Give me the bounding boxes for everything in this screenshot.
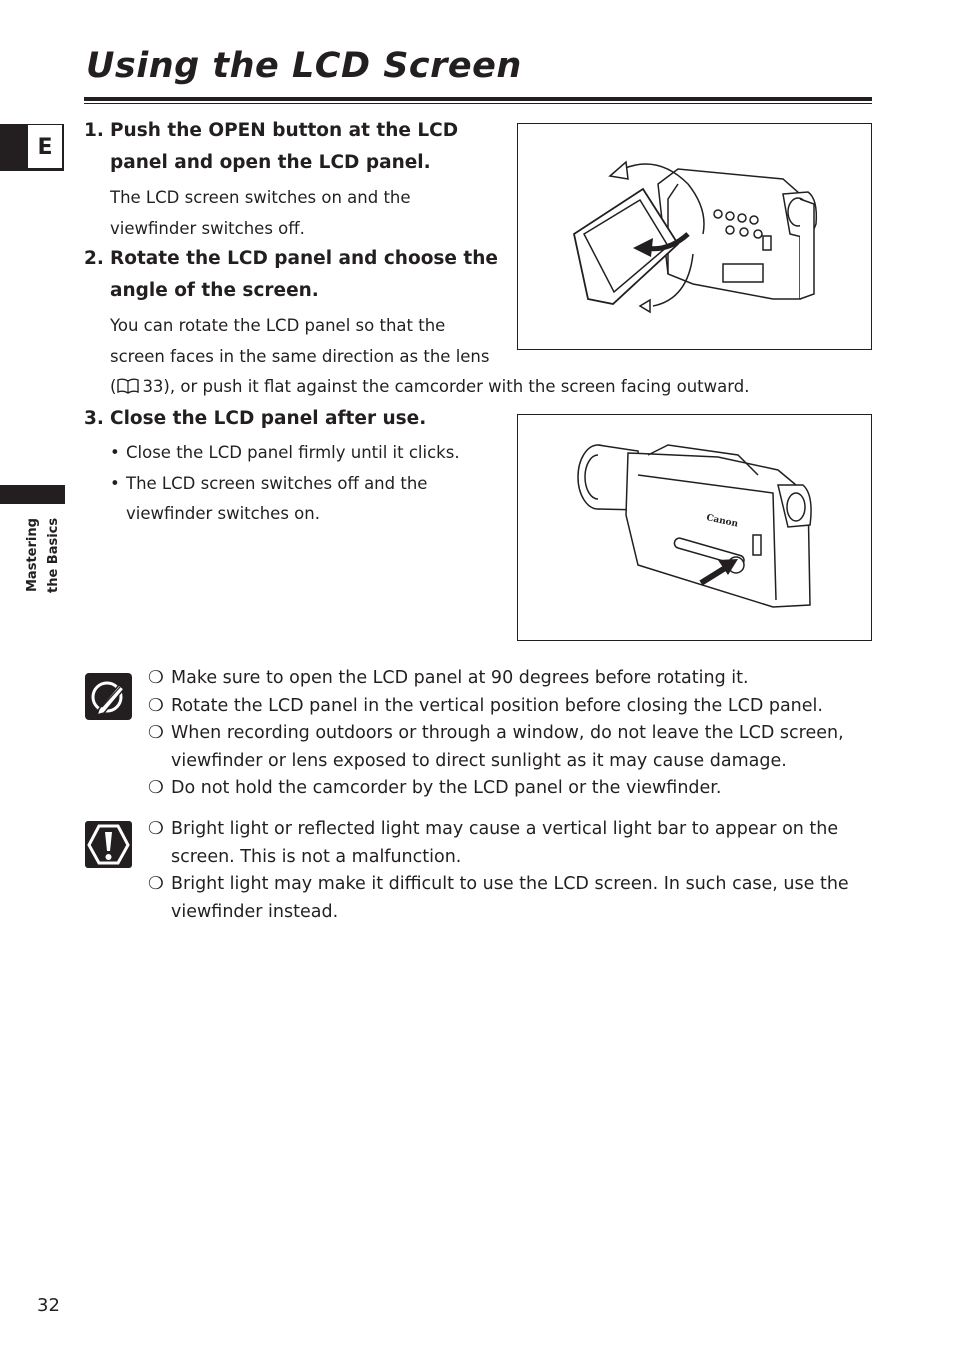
language-tab-label: E bbox=[27, 124, 63, 169]
section-label-line2: the Basics bbox=[46, 517, 61, 593]
list-item: ❍ Rotate the LCD panel in the vertical position before closing the LCD panel. bbox=[148, 695, 823, 716]
camcorder-lcd-closed-illustration bbox=[518, 415, 871, 640]
notes-list bbox=[148, 665, 868, 803]
step-2-body: You can rotate the LCD panel so that the screen faces in the same direction as the lens ( 33), or push it flat against the camcorder with the screen facing outward. bbox=[110, 316, 750, 396]
section-label-line1: Mastering bbox=[25, 518, 40, 592]
title-rule-thin bbox=[84, 103, 872, 104]
figure-open-lcd bbox=[517, 123, 872, 350]
step-1-body: The LCD screen switches on and the viewfinder switches off. bbox=[110, 188, 411, 238]
note-pen-icon bbox=[85, 673, 132, 720]
step-2-heading: 2. Rotate the LCD panel and choose the angle of the screen. bbox=[84, 248, 498, 301]
step-3 bbox=[84, 403, 514, 435]
list-item: ❍ When recording outdoors or through a window, do not leave the LCD screen, viewfinder or lens exposed to direct sunlight as it may cause damage. bbox=[148, 723, 844, 771]
caution-exclamation-icon bbox=[85, 821, 132, 868]
list-item: • Close the LCD panel firmly until it clicks. bbox=[110, 443, 460, 462]
title-rule bbox=[84, 97, 872, 101]
list-item: • The LCD screen switches off and the viewfinder switches on. bbox=[110, 473, 428, 523]
list-item: ❍ Make sure to open the LCD panel at 90 degrees before rotating it. bbox=[148, 668, 749, 688]
step-3-heading: 3. Close the LCD panel after use. bbox=[84, 408, 427, 429]
figure-close-lcd bbox=[517, 414, 872, 641]
section-tab-bar bbox=[0, 485, 65, 504]
step-1-heading: 1. Push the OPEN button at the LCD panel and open the LCD panel. bbox=[84, 120, 459, 173]
book-reference-icon bbox=[117, 378, 139, 394]
section-side-label bbox=[22, 505, 66, 605]
page-number: 32 bbox=[37, 1295, 60, 1316]
camcorder-brand-logo: Canon bbox=[705, 513, 739, 530]
cautions-list bbox=[148, 816, 868, 926]
page-title: Using the LCD Screen bbox=[86, 46, 522, 86]
step-3-bullets bbox=[110, 438, 490, 530]
camcorder-lcd-open-illustration bbox=[518, 124, 871, 349]
step-1 bbox=[84, 115, 504, 244]
list-item: ❍ Bright light may make it difficult to use the LCD screen. In such case, use the viewfinder instead. bbox=[148, 874, 849, 922]
list-item: ❍ Do not hold the camcorder by the LCD panel or the viewfinder. bbox=[148, 778, 722, 798]
step-2 bbox=[84, 243, 514, 307]
list-item: ❍ Bright light or reflected light may cause a vertical light bar to appear on the screen. This is not a malfunction. bbox=[148, 819, 839, 867]
